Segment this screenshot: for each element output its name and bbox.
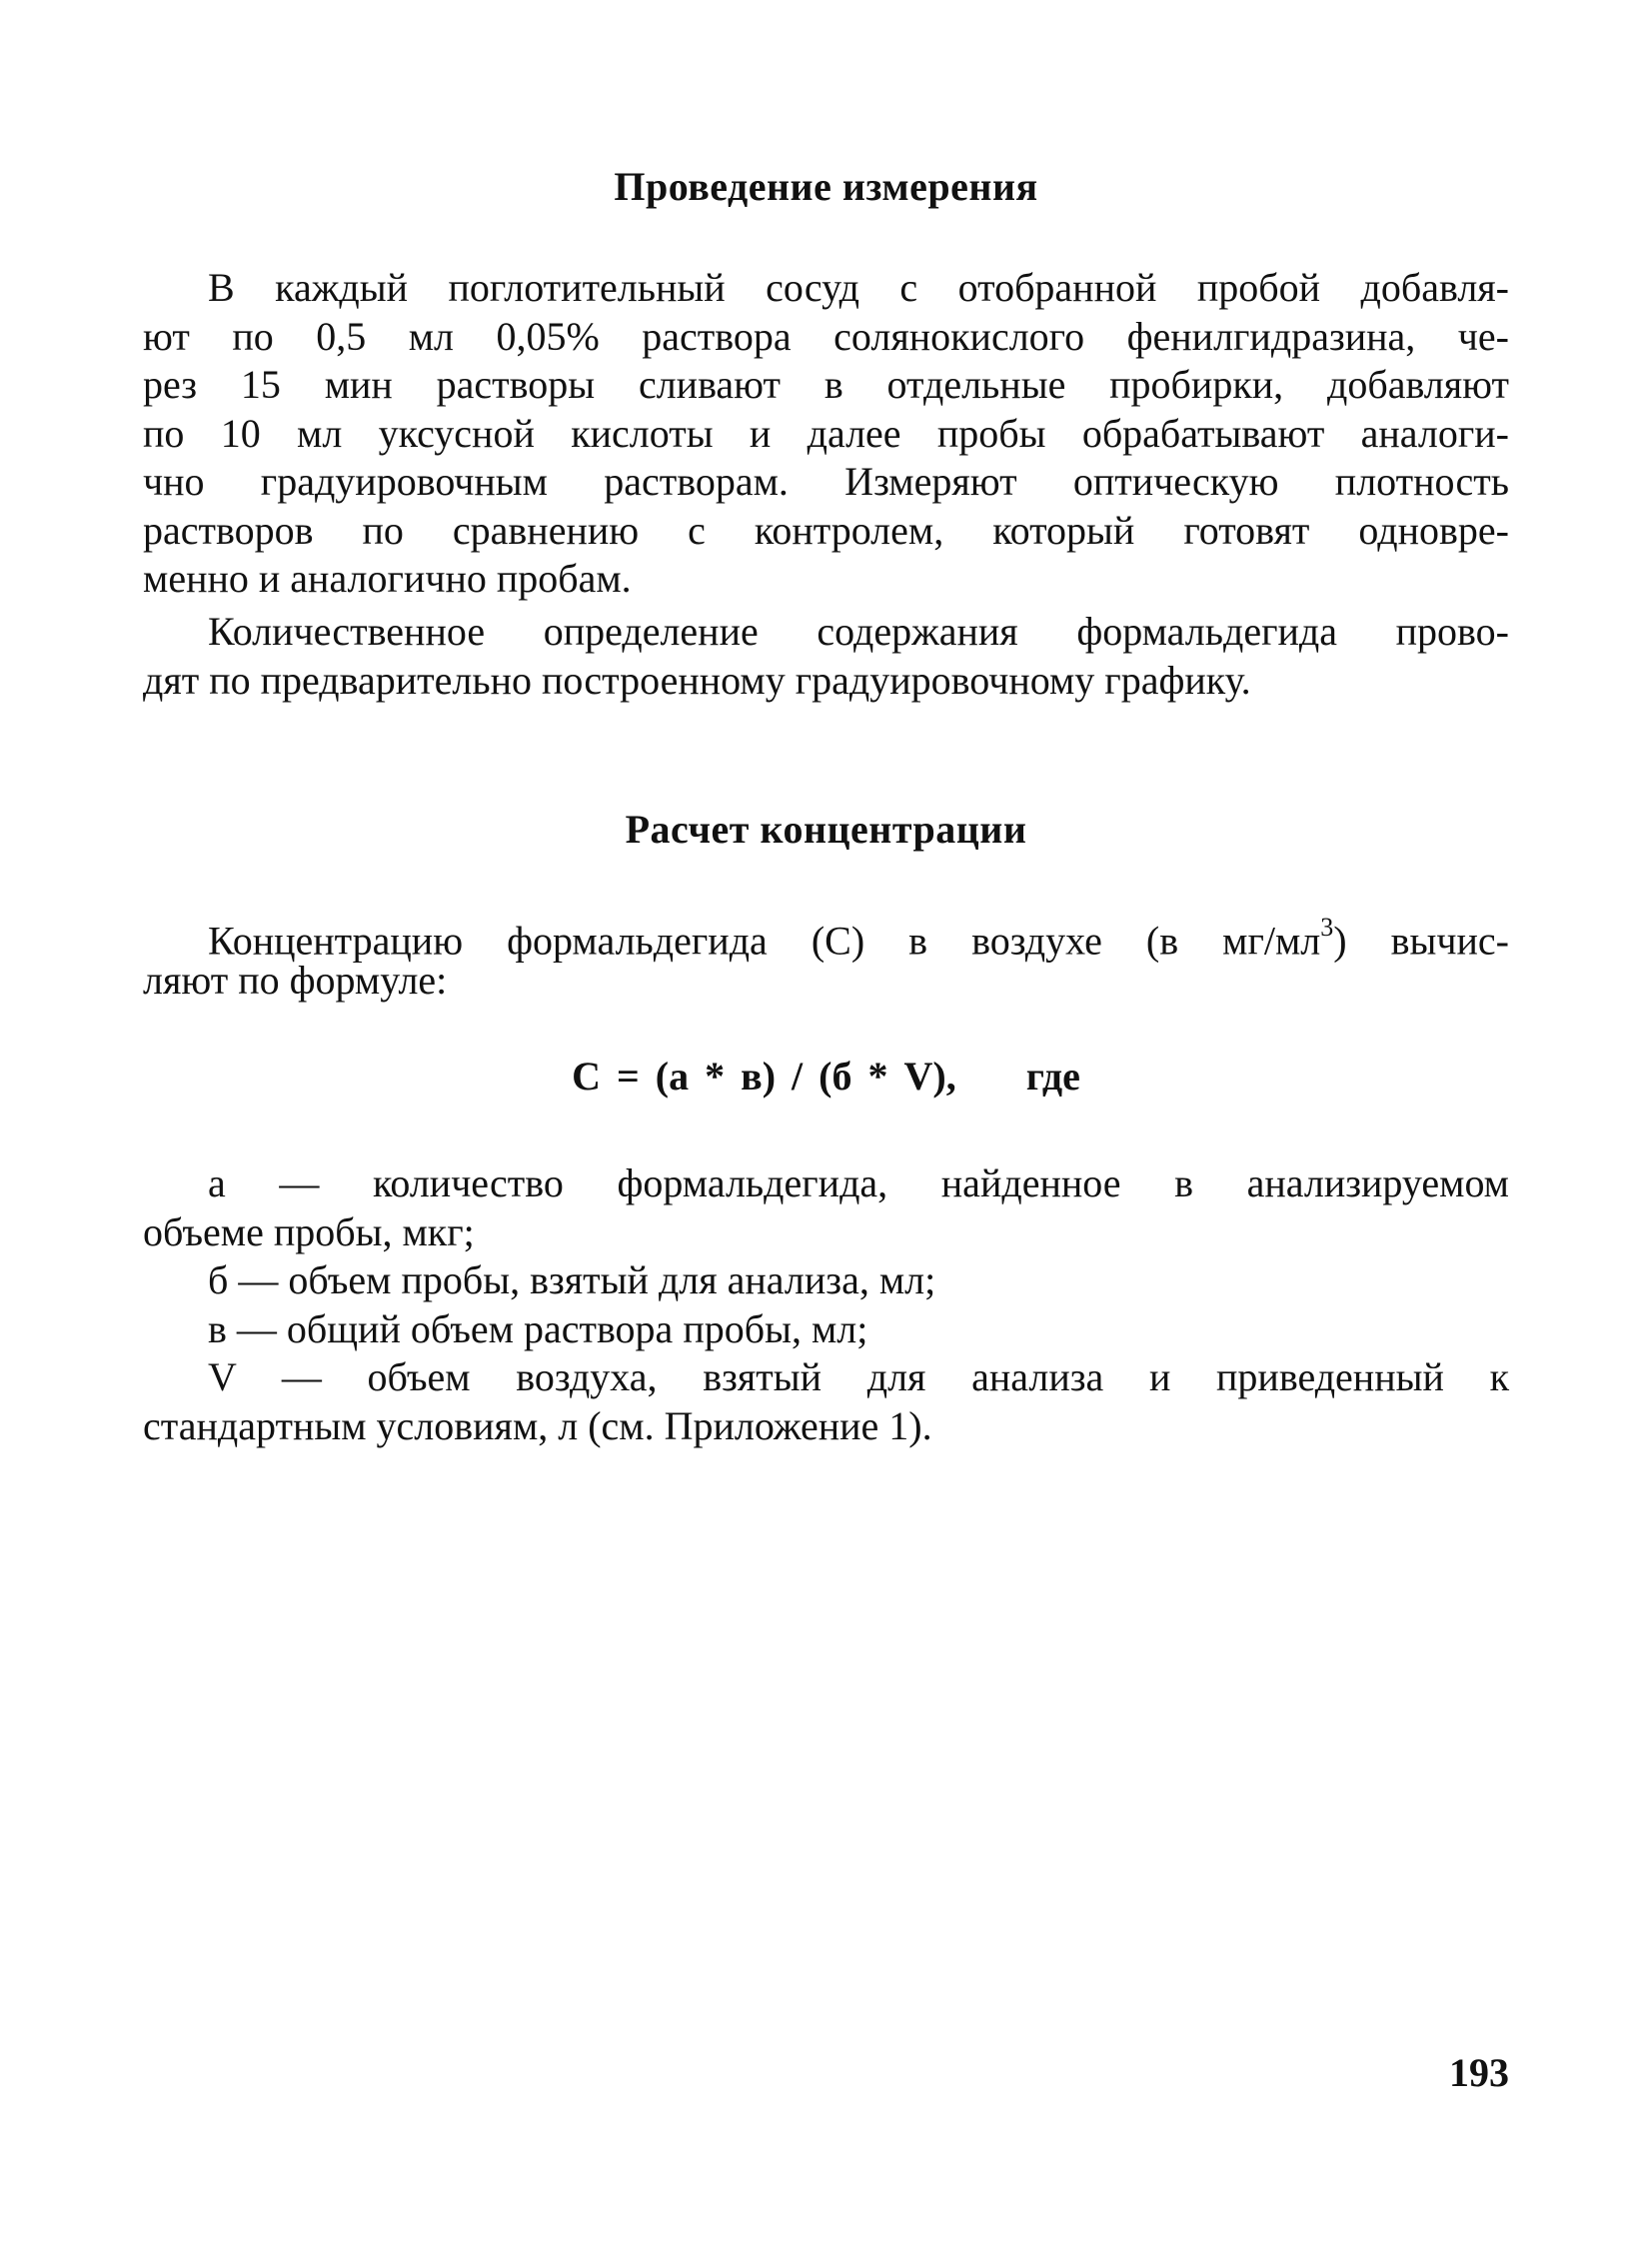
- formula-definitions: [143, 1159, 1509, 1450]
- text-line: растворов по сравнению с контролем, который готовят одновре-: [143, 507, 1509, 553]
- text-line: ляют по формуле:: [143, 957, 448, 1003]
- text-line: рез 15 мин растворы сливают в отдельные пробирки, добавляют: [143, 362, 1509, 407]
- text-line: дят по предварительно построенному градуировочному графику.: [143, 657, 1251, 703]
- intro-text-end: ) вычис-: [1333, 918, 1509, 964]
- unit-exponent: 3: [1320, 913, 1334, 942]
- text-line: Количественное определение содержания формальдегида прово-: [208, 609, 1509, 654]
- paragraph-measurement-procedure: [143, 264, 1509, 604]
- formula-where-word: где: [1025, 1054, 1080, 1099]
- definition-line: в — общий объем раствора пробы, мл;: [208, 1305, 868, 1351]
- intro-text-start: Концентрацию формальдегида (С) в воздухе (в мг/мл: [208, 918, 1321, 964]
- definition-line: стандартным условиям, л (см. Приложение 1).: [143, 1402, 932, 1448]
- section-title-measurement: Проведение измерения: [614, 164, 1038, 209]
- definition-line: объеме пробы, мкг;: [143, 1208, 475, 1254]
- text-line: менно и аналогично пробам.: [143, 556, 632, 601]
- text-line: чно градуировочным растворам. Измеряют оптическую плотность: [143, 459, 1509, 504]
- definition-line: V — объем воздуха, взятый для анализа и приведенный к: [208, 1354, 1509, 1399]
- text-line: ют по 0,5 мл 0,05% раствора солянокислого фенилгидразина, че-: [143, 313, 1509, 359]
- definition-line: б — объем пробы, взятый для анализа, мл;: [208, 1257, 936, 1302]
- paragraph-quantitative-determination: [143, 608, 1509, 705]
- concentration-formula: [143, 1053, 1509, 1100]
- formula-expression: С = (а * в) / (б * V),: [572, 1054, 956, 1099]
- section-title-calculation: Расчет концентрации: [625, 807, 1027, 852]
- definition-line: а — количество формальдегида, найденное в анализируемом: [208, 1160, 1509, 1205]
- text-line-with-superscript: [143, 908, 1509, 964]
- text-line: В каждый поглотительный сосуд с отобранной пробой добавля-: [208, 265, 1509, 310]
- text-line: по 10 мл уксусной кислоты и далее пробы обрабатывают аналоги-: [143, 410, 1509, 456]
- page-number: 193: [1449, 2050, 1509, 2095]
- paragraph-concentration-intro: [143, 908, 1509, 1005]
